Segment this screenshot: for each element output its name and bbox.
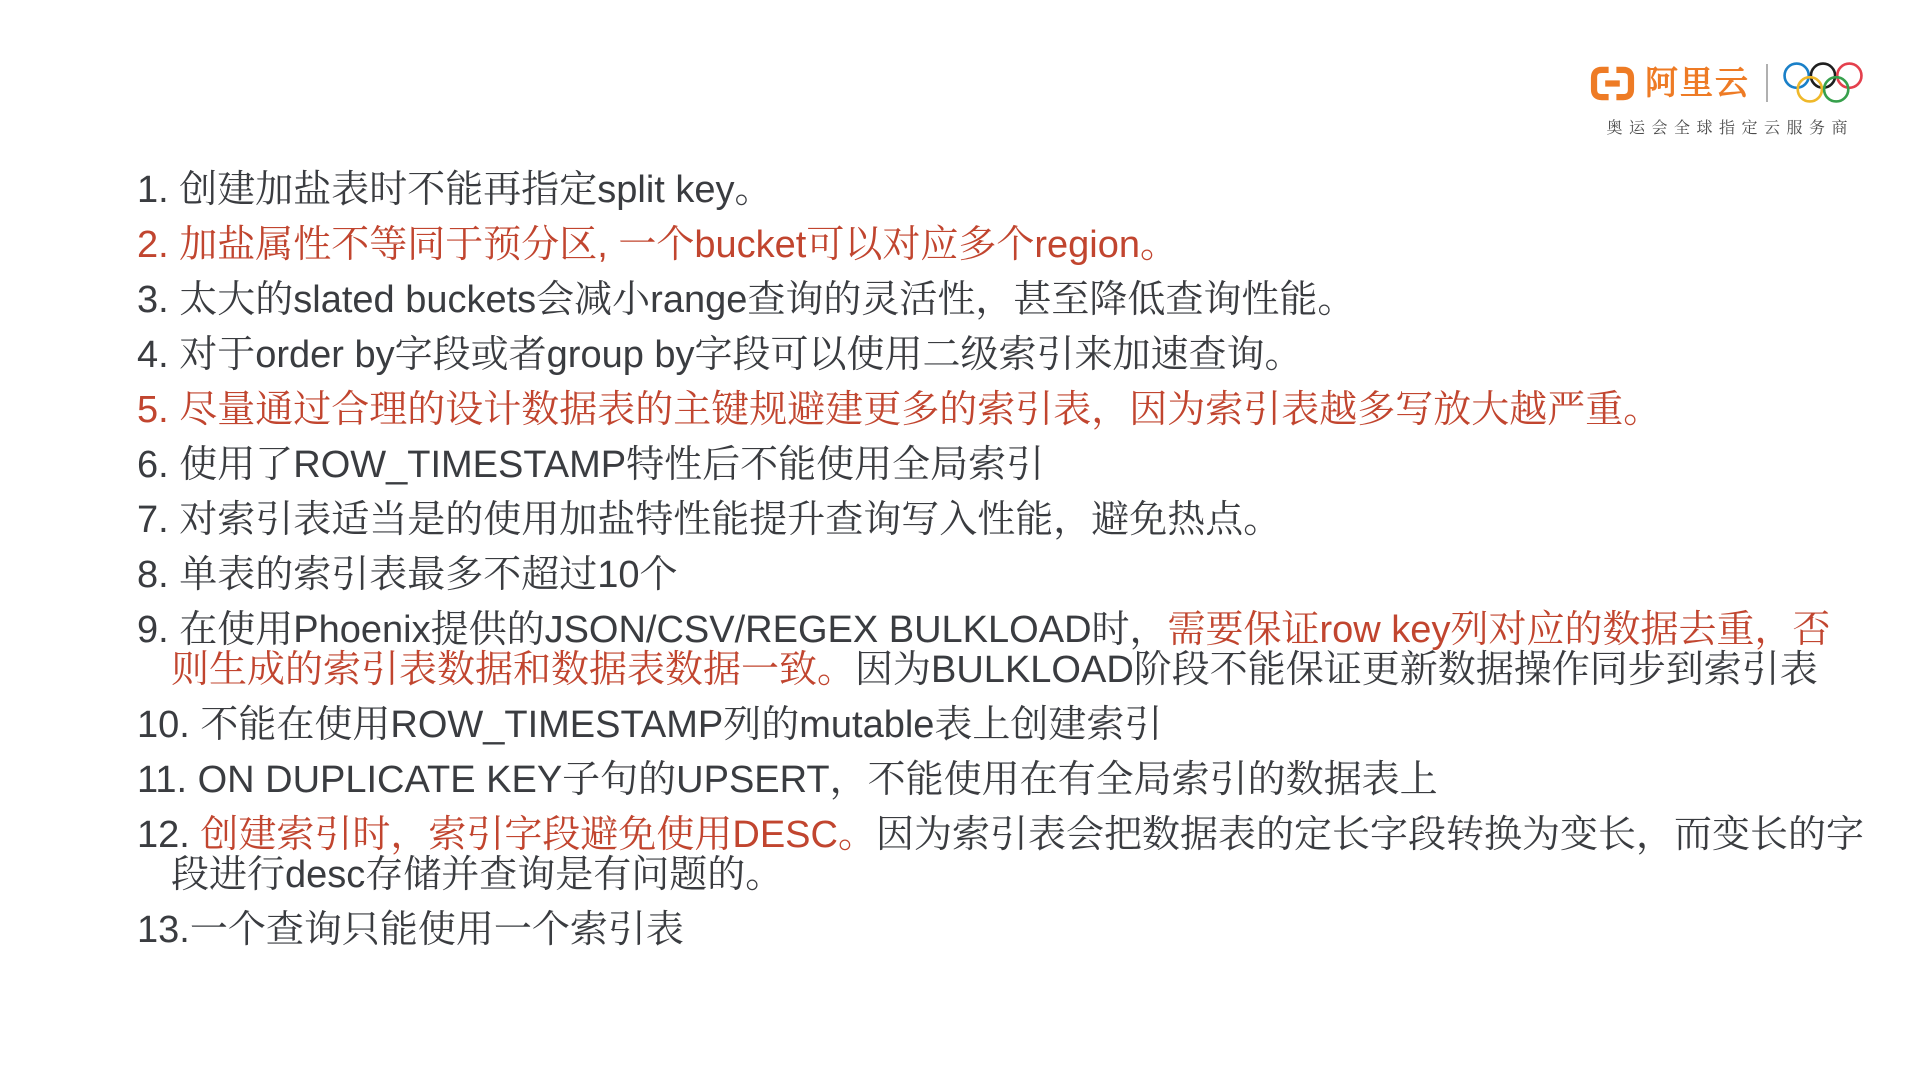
- list-item: [137, 280, 1857, 320]
- highlighted-text: 创建索引时，索引字段避免使用DESC。: [200, 814, 876, 856]
- logo-divider: [1766, 64, 1768, 102]
- text-segment: 4. 对于order by字段或者group by字段可以使用二级索引来加速查询。: [137, 334, 1303, 376]
- list-item-line: [137, 280, 1857, 320]
- list-item-continuation-line: [137, 855, 1857, 895]
- text-segment: 6. 使用了ROW_TIMESTAMP特性后不能使用全局索引: [137, 444, 1045, 486]
- highlighted-text: 2. 加盐属性不等同于预分区, 一个bucket可以对应多个region。: [137, 224, 1178, 266]
- list-item-line: [137, 445, 1857, 485]
- list-item-line: [137, 170, 1857, 210]
- text-segment: 因为索引表会把数据表的定长字段转换为变长，而变长的字: [875, 814, 1864, 856]
- olympic-slogan: 奥运会全球指定云服务商: [1606, 120, 1854, 137]
- highlighted-text: 5. 尽量通过合理的设计数据表的主键规避建更多的索引表，因为索引表越多写放大越严重。: [137, 389, 1662, 431]
- highlighted-text: 需要保证row key列对应的数据去重，否: [1167, 609, 1831, 651]
- text-segment: 因为BULKLOAD阶段不能保证更新数据操作同步到索引表: [855, 649, 1818, 691]
- text-segment: 8. 单表的索引表最多不超过10个: [137, 554, 678, 596]
- list-item-line: [137, 555, 1857, 595]
- list-item: [137, 910, 1857, 950]
- list-item: [137, 390, 1857, 430]
- aliyun-brand-text: 阿里云: [1645, 64, 1750, 101]
- list-item-line: [137, 814, 1864, 856]
- highlighted-text: 则生成的索引表数据和数据表数据一致。: [171, 649, 856, 691]
- text-segment: 7. 对索引表适当是的使用加盐特性能提升查询写入性能，避免热点。: [137, 499, 1282, 541]
- list-item: [137, 225, 1857, 265]
- list-item: [137, 170, 1857, 210]
- list-item: [137, 445, 1857, 485]
- text-segment: 段进行desc存储并查询是有问题的。: [171, 854, 784, 896]
- list-item-continuation-line: [137, 650, 1857, 690]
- list-item-line: [137, 760, 1857, 800]
- list-item: [137, 555, 1857, 595]
- list-item: [137, 610, 1857, 690]
- aliyun-olympic-logo: [1590, 62, 1864, 138]
- text-segment: 12.: [137, 814, 201, 856]
- list-item-line: [137, 500, 1857, 540]
- text-segment: 3. 太大的slated buckets会减小range查询的灵活性，甚至降低查询性能。: [137, 279, 1356, 321]
- list-item-line: [137, 335, 1857, 375]
- notes-list: [137, 169, 1864, 965]
- text-segment: 1. 创建加盐表时不能再指定split key。: [137, 169, 773, 211]
- aliyun-bracket-icon: [1590, 66, 1635, 101]
- list-item: [137, 814, 1864, 896]
- list-item: [137, 335, 1857, 375]
- olympic-rings-icon: [1783, 62, 1864, 104]
- list-item-line: [137, 390, 1857, 430]
- list-item: [137, 500, 1857, 540]
- text-segment: 11. ON DUPLICATE KEY子句的UPSERT，不能使用在有全局索引的数据表上: [137, 759, 1438, 801]
- list-item: [137, 705, 1857, 745]
- list-item-line: [137, 705, 1857, 745]
- list-item-line: [137, 225, 1857, 265]
- list-item-line: [137, 910, 1857, 950]
- text-segment: 10. 不能在使用ROW_TIMESTAMP列的mutable表上创建索引: [137, 704, 1163, 746]
- text-segment: 13.一个查询只能使用一个索引表: [137, 909, 684, 951]
- logo-row: [1590, 62, 1864, 104]
- list-item: [137, 760, 1857, 800]
- list-item-line: [137, 610, 1857, 650]
- text-segment: 9. 在使用Phoenix提供的JSON/CSV/REGEX BULKLOAD时，: [137, 609, 1168, 651]
